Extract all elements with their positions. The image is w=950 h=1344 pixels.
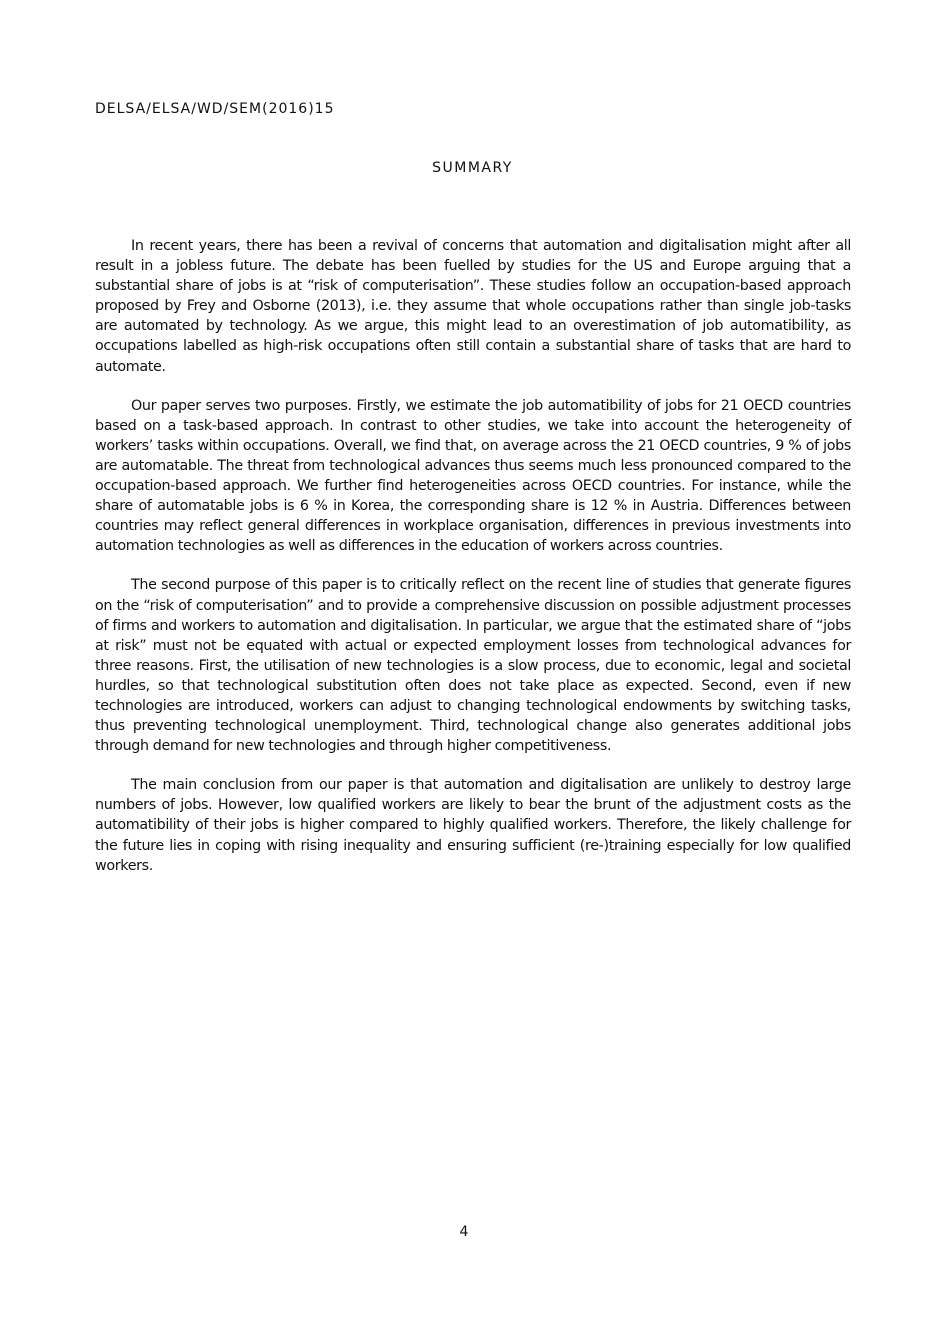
page-number: 4 — [459, 1224, 469, 1240]
summary-body — [95, 236, 851, 895]
paragraph-conclusion: The main conclusion from our paper is that automation and digitalisation are unlikely to destroy large numbers of jobs. However, low qualified workers are likely to bear the brunt of the adjustment costs as the automatibility of their jobs is higher compared to highly qualified workers. Therefore, the likely challenge for the future lies in coping with rising inequality and ensuring sufficient (re-)training especially for low qualified workers. — [95, 777, 851, 874]
paragraph-purposes: Our paper serves two purposes. Firstly, we estimate the job automatibility of jobs for 21 OECD countries based on a task-based approach. In contrast to other studies, we take into account the heterogeneity of workers’ tasks within occupations. Overall, we find that, on average across the 21 OECD countries, 9 % of jobs are automatable. The threat from technological advances thus seems much less pronounced compared to the occupation-based approach. We further find heterogeneities across OECD countries. For instance, while the share of automatable jobs is 6 % in Korea, the corresponding share is 12 % in Austria. Differences between countries may reflect general differences in workplace organisation, differences in previous investments into automation technologies as well as differences in the education of workers across countries. — [95, 397, 851, 555]
section-title: SUMMARY — [432, 160, 513, 176]
document-reference: DELSA/ELSA/WD/SEM(2016)15 — [95, 101, 335, 117]
paragraph-intro: In recent years, there has been a revival of concerns that automation and digitalisation might after all result in a jobless future. The debate has been fuelled by studies for the US and Europe arguing that a substantial share of jobs is at “risk of computerisation”. These studies follow an occupation-based approach proposed by Frey and Osborne (2013), i.e. they assume that whole occupations rather than single job-tasks are automated by technology. As we argue, this might lead to an overestimation of job automatibility, as occupations labelled as high-risk occupations often still contain a substantial share of tasks that are hard to automate. — [95, 238, 851, 375]
paragraph-critical-reflection: The second purpose of this paper is to critically reflect on the recent line of studies that generate figures on the “risk of computerisation” and to provide a comprehensive discussion on possible adjustment processes of firms and workers to automation and digitalisation. In particular, we argue that the estimated share of “jobs at risk” must not be equated with actual or expected employment losses from technological advances for three reasons. First, the utilisation of new technologies is a slow process, due to economic, legal and societal hurdles, so that technological substitution often does not take place as expected. Second, even if new technologies are introduced, workers can adjust to changing technological endowments by switching tasks, thus preventing technological unemployment. Third, technological change also generates additional jobs through demand for new technologies and through higher competitiveness. — [95, 577, 851, 755]
